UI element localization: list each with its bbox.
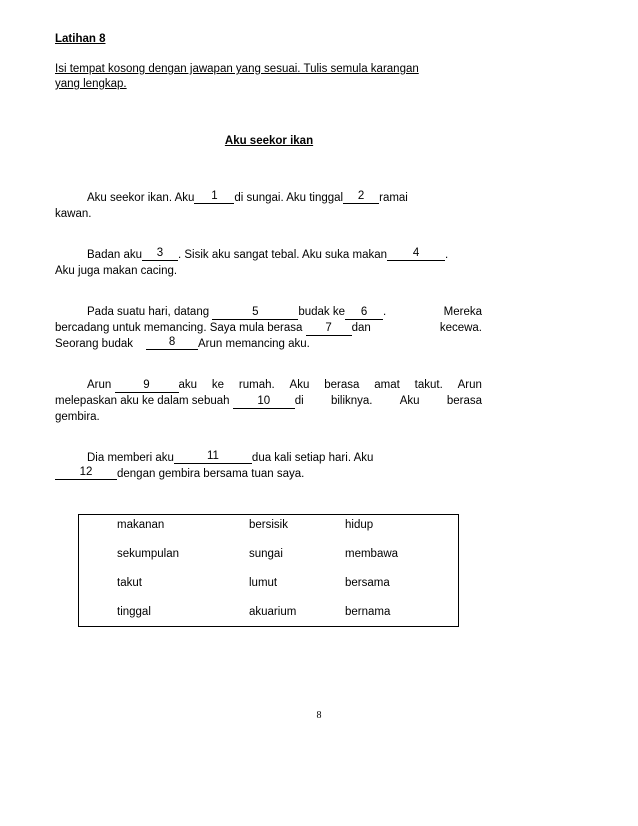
blank-2[interactable]: 2: [343, 190, 379, 204]
text: [55, 320, 371, 336]
word-bank-item: takut: [117, 577, 142, 589]
text: takut.: [414, 379, 443, 391]
text: dua kali setiap hari. Aku: [251, 452, 374, 464]
text: [87, 377, 197, 393]
page-number: 8: [316, 710, 322, 721]
instruction-line-1: Isi tempat kosong dengan jawapan yang sesuai. Tulis semula karangan: [55, 63, 419, 75]
word-bank-item: sekumpulan: [117, 548, 180, 560]
text: budak ke: [298, 306, 346, 318]
essay-heading-text: Aku seekor ikan: [224, 135, 314, 147]
paragraph-2: [55, 247, 482, 279]
paragraph-4: [55, 377, 482, 425]
text: melepaskan aku ke dalam sebuah: [55, 395, 233, 407]
text: berasa: [446, 395, 482, 407]
word-bank-item: tinggal: [117, 606, 151, 618]
text: Mereka: [443, 306, 482, 318]
text: biliknya.: [330, 395, 373, 407]
text: .: [383, 306, 387, 318]
text: di sungai. Aku tinggal: [234, 192, 344, 204]
text: di: [294, 395, 304, 407]
text: Aku: [289, 379, 310, 391]
word-bank-item: lumut: [249, 577, 278, 589]
word-bank-item: hidup: [345, 519, 374, 531]
word-bank-item: bersama: [345, 577, 390, 589]
text: gembira.: [55, 411, 100, 423]
paragraph-5: [55, 450, 482, 482]
text: Arun: [457, 379, 482, 391]
word-bank-item: bersisik: [249, 519, 288, 531]
text: dengan gembira bersama tuan saya.: [117, 468, 305, 480]
blank-1[interactable]: 1: [194, 190, 234, 204]
text: Aku: [399, 395, 420, 407]
text: [87, 304, 386, 320]
word-bank-item: sungai: [249, 548, 283, 560]
text: [55, 393, 304, 409]
paragraph-3: [55, 304, 482, 352]
text: ramai: [379, 192, 408, 204]
text: Aku juga makan cacing.: [55, 265, 178, 277]
blank-7[interactable]: 7: [306, 322, 352, 336]
text: . Sisik aku sangat tebal. Aku suka makan: [178, 249, 388, 261]
text: Arun: [87, 379, 112, 391]
text: bercadang untuk memancing. Saya mula berasa: [55, 322, 306, 334]
text: Seorang budak: [55, 338, 134, 350]
text: aku: [178, 379, 198, 391]
text: Aku seekor ikan. Aku: [87, 192, 195, 204]
paragraph-1: [55, 190, 482, 222]
text: rumah.: [238, 379, 275, 391]
word-bank-item: bernama: [345, 606, 391, 618]
exercise-title: Latihan 8: [55, 33, 106, 45]
word-bank-item: membawa: [345, 548, 399, 560]
blank-4[interactable]: 4: [387, 247, 445, 261]
text: .: [445, 249, 449, 261]
text: Dia memberi aku: [87, 452, 174, 464]
blank-10[interactable]: 10: [233, 395, 295, 409]
blank-6[interactable]: 6: [345, 306, 383, 320]
text: berasa: [324, 379, 360, 391]
text: kawan.: [55, 208, 92, 220]
instruction-line-2: yang lengkap.: [55, 78, 127, 90]
text: kecewa.: [439, 322, 482, 334]
word-bank-item: akuarium: [249, 606, 297, 618]
text: Pada suatu hari, datang: [87, 306, 213, 318]
text: amat: [374, 379, 400, 391]
word-bank-box: [78, 514, 459, 627]
text: Arun memancing aku.: [198, 338, 310, 350]
text: ke: [211, 379, 225, 391]
instruction-text: [55, 62, 482, 92]
blank-11[interactable]: 11: [174, 450, 252, 464]
text: Badan aku: [87, 249, 142, 261]
word-bank-item: makanan: [117, 519, 165, 531]
blank-5[interactable]: 5: [212, 306, 298, 320]
blank-9[interactable]: 9: [115, 379, 179, 393]
essay-heading: [0, 135, 638, 147]
text: dan: [351, 322, 371, 334]
blank-8[interactable]: 8: [146, 336, 198, 350]
blank-3[interactable]: 3: [142, 247, 178, 261]
blank-12[interactable]: 12: [55, 466, 117, 480]
